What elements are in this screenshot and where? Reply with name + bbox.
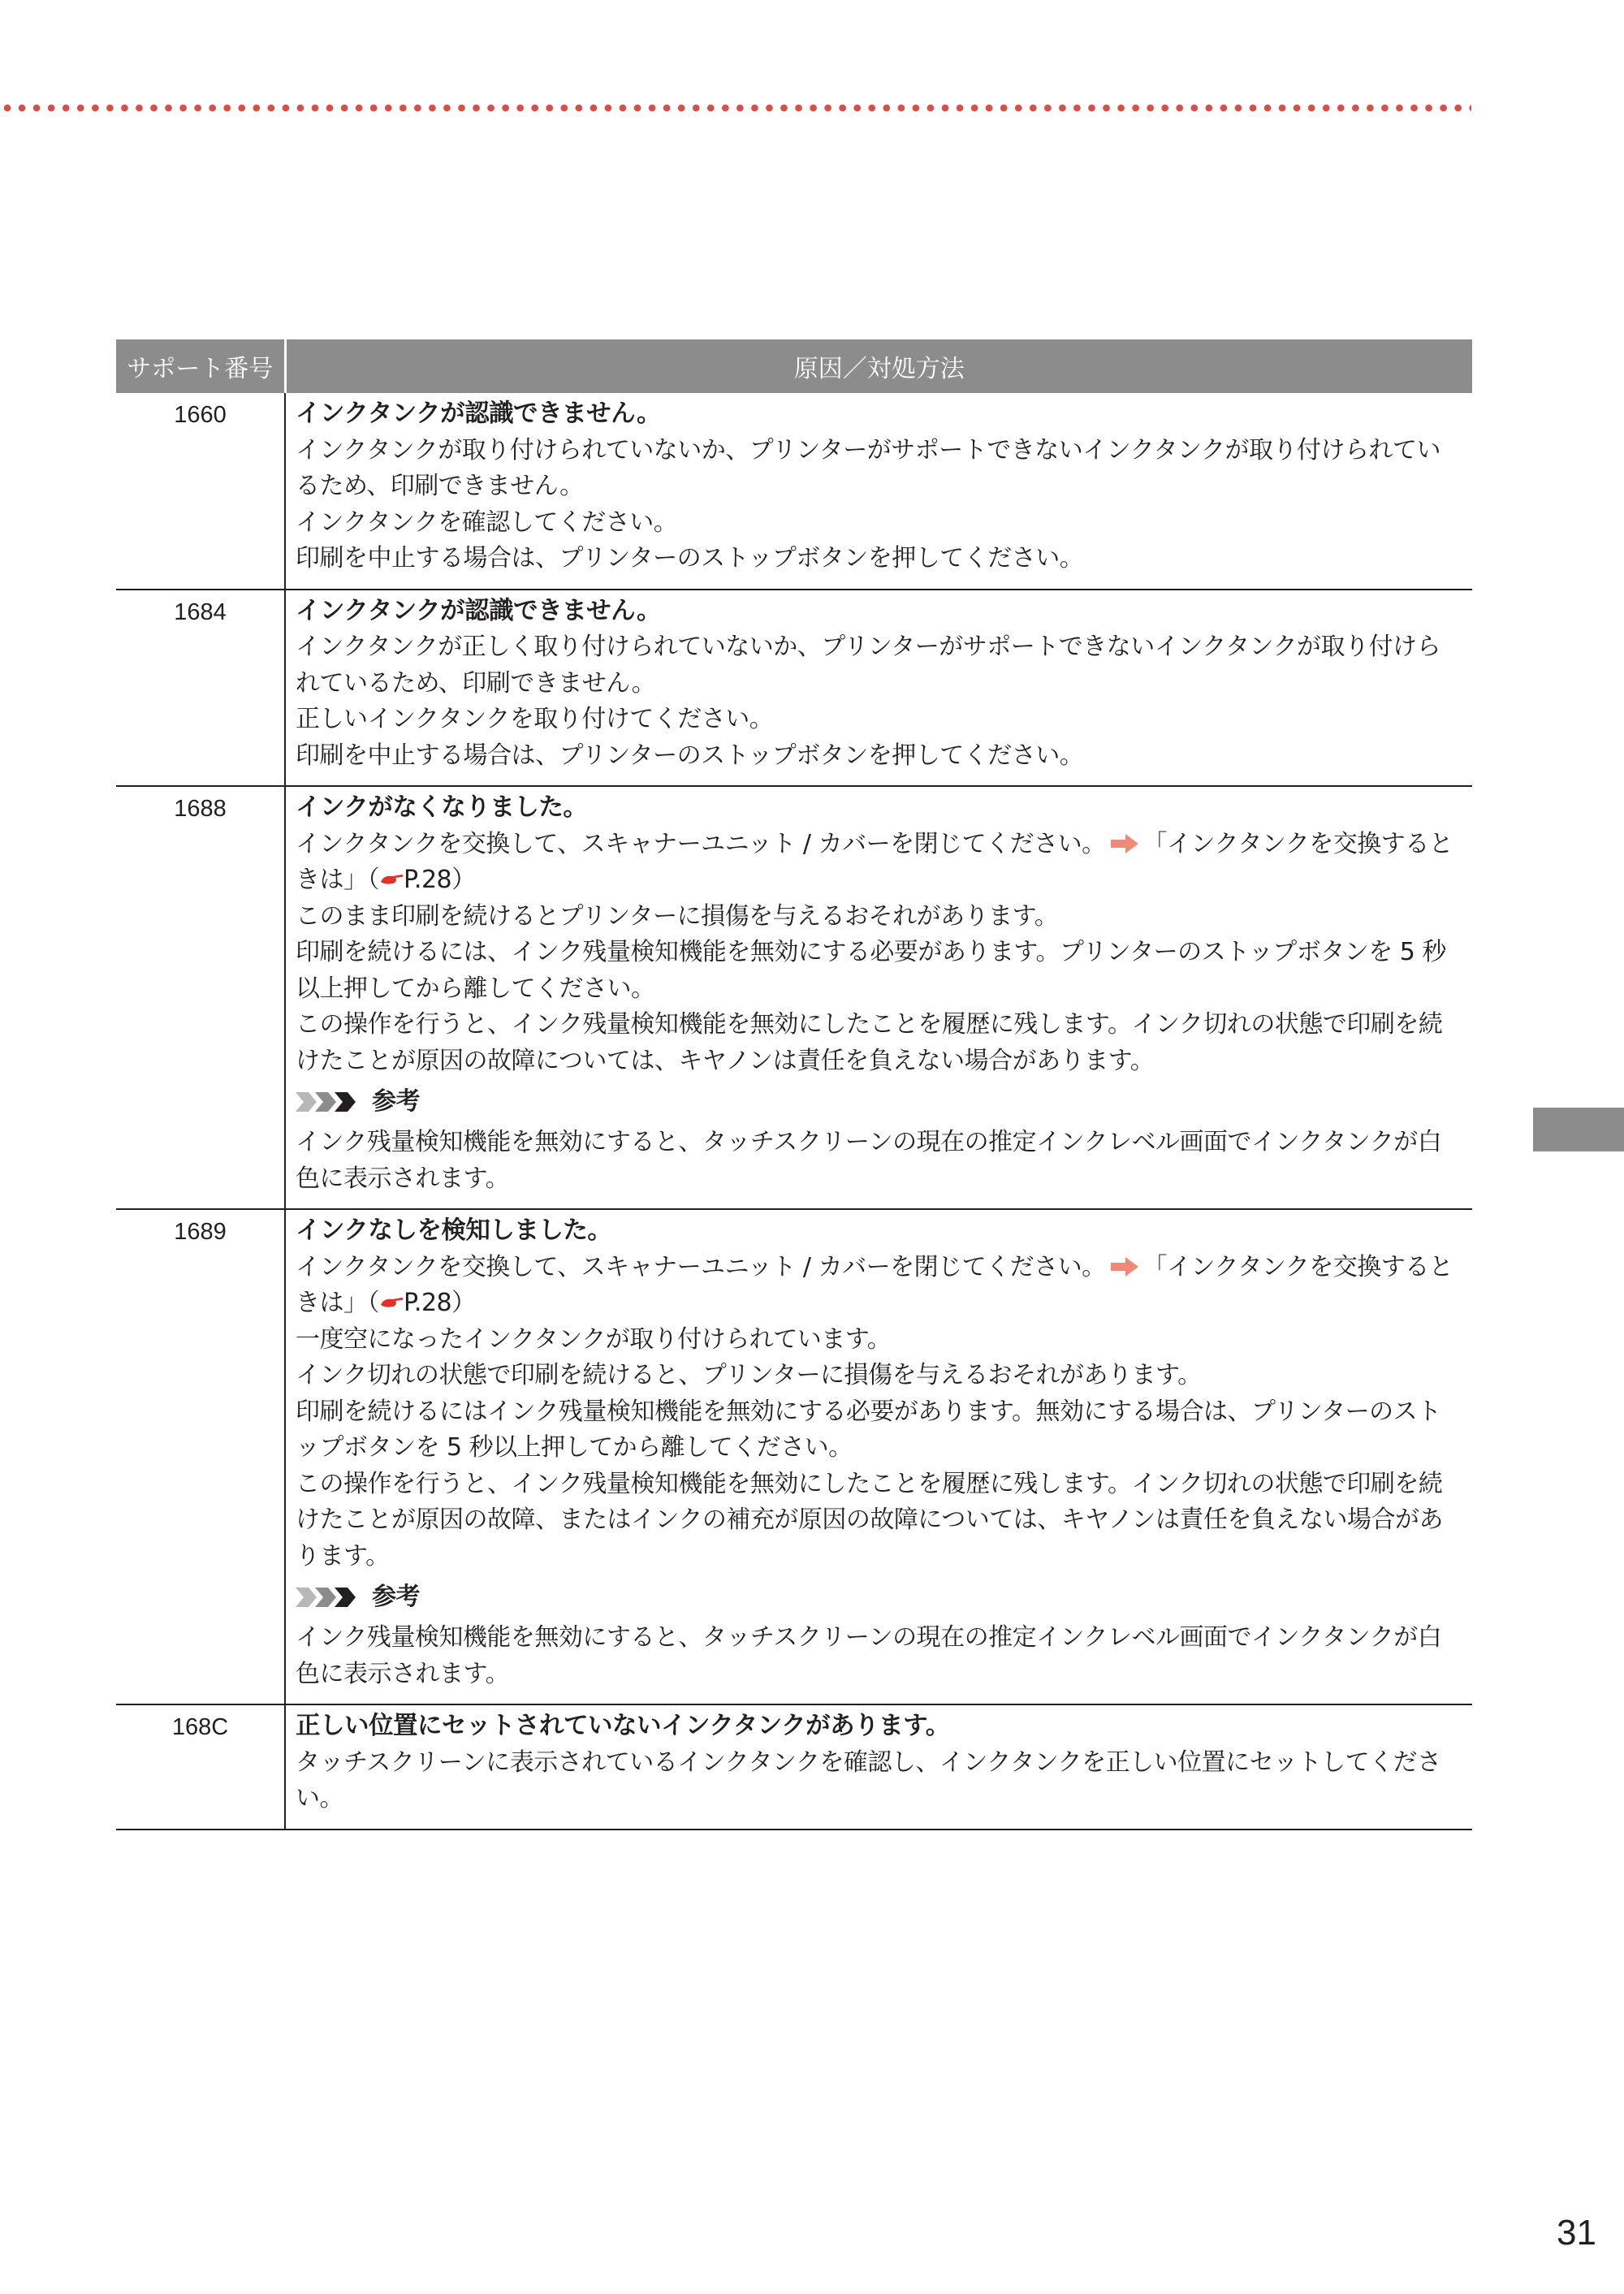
row-line: インクタンクを確認してください。	[296, 508, 678, 537]
row-body	[285, 590, 1472, 787]
right-arrow-icon	[1109, 1256, 1140, 1277]
row-title: 正しい位置にセットされていないインクタンクがあります。	[296, 1712, 950, 1740]
note-heading	[296, 1084, 1454, 1120]
row-line: 印刷を続けるにはインク残量検知機能を無効にする必要があります。無効にする場合は、プリンターのストップボタンを 5 秒以上押してから離してください。	[296, 1397, 1441, 1462]
support-code: 1660	[116, 393, 285, 590]
row-line: このまま印刷を続けるとプリンターに損傷を与えるおそれがあります。	[296, 901, 1059, 931]
table-row	[116, 590, 1472, 787]
note-label: 参考	[372, 1087, 420, 1116]
row-body	[285, 786, 1472, 1209]
page-reference[interactable]: P.28	[404, 866, 452, 894]
dotted-rule	[0, 102, 1471, 114]
table-row	[116, 393, 1472, 590]
ref-close: ）	[451, 866, 476, 894]
note-label: 参考	[372, 1582, 420, 1611]
row-line: 印刷を続けるには、インク残量検知機能を無効にする必要があります。プリンターのストップボタンを 5 秒以上押してから離してください。	[296, 938, 1446, 1003]
row-body	[285, 393, 1472, 590]
row-line: 一度空になったインクタンクが取り付けられています。	[296, 1324, 892, 1354]
ref-link-text[interactable]: 「インクタンクを交換するときは」（	[296, 1252, 1453, 1317]
row-line: インク切れの状態で印刷を続けると、プリンターに損傷を与えるおそれがあります。	[296, 1361, 1202, 1389]
row-body	[285, 1209, 1472, 1704]
right-arrow-icon	[1109, 833, 1140, 854]
row-line: タッチスクリーンに表示されているインクタンクを確認し、インクタンクを正しい位置にセットしてください。	[296, 1748, 1441, 1812]
ref-prefix-text: インクタンクを交換して、スキャナーユニット / カバーを閉じてください。	[296, 829, 1106, 858]
ref-prefix-text: インクタンクを交換して、スキャナーユニット / カバーを閉じてください。	[296, 1252, 1106, 1281]
support-code-table	[116, 339, 1472, 1830]
support-code: 168C	[116, 1704, 285, 1830]
ref-close: ）	[451, 1289, 476, 1317]
row-body	[285, 1704, 1472, 1830]
row-title: インクがなくなりました。	[296, 793, 588, 822]
row-reference-line	[296, 1250, 1454, 1322]
row-line: インクタンクが取り付けられていないか、プリンターがサポートできないインクタンクが取り付けられているため、印刷できません。	[296, 435, 1440, 500]
pointing-hand-icon	[379, 872, 404, 887]
header-cause-remedy: 原因／対処方法	[285, 339, 1472, 393]
row-title: インクなしを検知しました。	[296, 1216, 612, 1245]
support-code: 1688	[116, 786, 285, 1209]
row-line: この操作を行うと、インク残量検知機能を無効にしたことを履歴に残します。インク切れの状態で印刷を続けたことが原因の故障、またはインクの補充が原因の故障については、キヤノンは責任を負えない場合があります。	[296, 1469, 1443, 1570]
page-reference[interactable]: P.28	[404, 1289, 452, 1317]
page-number: 31	[1557, 2213, 1596, 2253]
header-support-number: サポート番号	[116, 339, 285, 393]
row-line: 印刷を中止する場合は、プリンターのストップボタンを押してください。	[296, 741, 1084, 770]
row-line: 印刷を中止する場合は、プリンターのストップボタンを押してください。	[296, 544, 1084, 572]
chapter-side-tab	[1533, 1108, 1624, 1151]
triple-chevron-icon	[296, 1091, 364, 1113]
note-text: インク残量検知機能を無効にすると、タッチスクリーンの現在の推定インクレベル画面でインクタンクが白色に表示されます。	[296, 1128, 1442, 1193]
row-line: この操作を行うと、インク残量検知機能を無効にしたことを履歴に残します。インク切れの状態で印刷を続けたことが原因の故障については、キヤノンは責任を負えない場合があります。	[296, 1010, 1443, 1075]
table-row	[116, 786, 1472, 1209]
pointing-hand-icon	[379, 1295, 404, 1310]
row-line: 正しいインクタンクを取り付けてください。	[296, 705, 774, 733]
row-line: インクタンクが正しく取り付けられていないか、プリンターがサポートできないインクタンクが取り付けられているため、印刷できません。	[296, 633, 1440, 698]
row-title: インクタンクが認識できません。	[296, 400, 661, 428]
ref-link-text[interactable]: 「インクタンクを交換するときは」（	[296, 829, 1453, 894]
note-heading	[296, 1579, 1454, 1615]
note-text: インク残量検知機能を無効にすると、タッチスクリーンの現在の推定インクレベル画面でインクタンクが白色に表示されます。	[296, 1623, 1442, 1688]
table-row	[116, 1704, 1472, 1830]
row-title: インクタンクが認識できません。	[296, 596, 661, 625]
support-code: 1684	[116, 590, 285, 787]
row-reference-line	[296, 827, 1454, 899]
table-header-row	[116, 339, 1472, 393]
table-row	[116, 1209, 1472, 1704]
triple-chevron-icon	[296, 1586, 364, 1609]
support-code: 1689	[116, 1209, 285, 1704]
